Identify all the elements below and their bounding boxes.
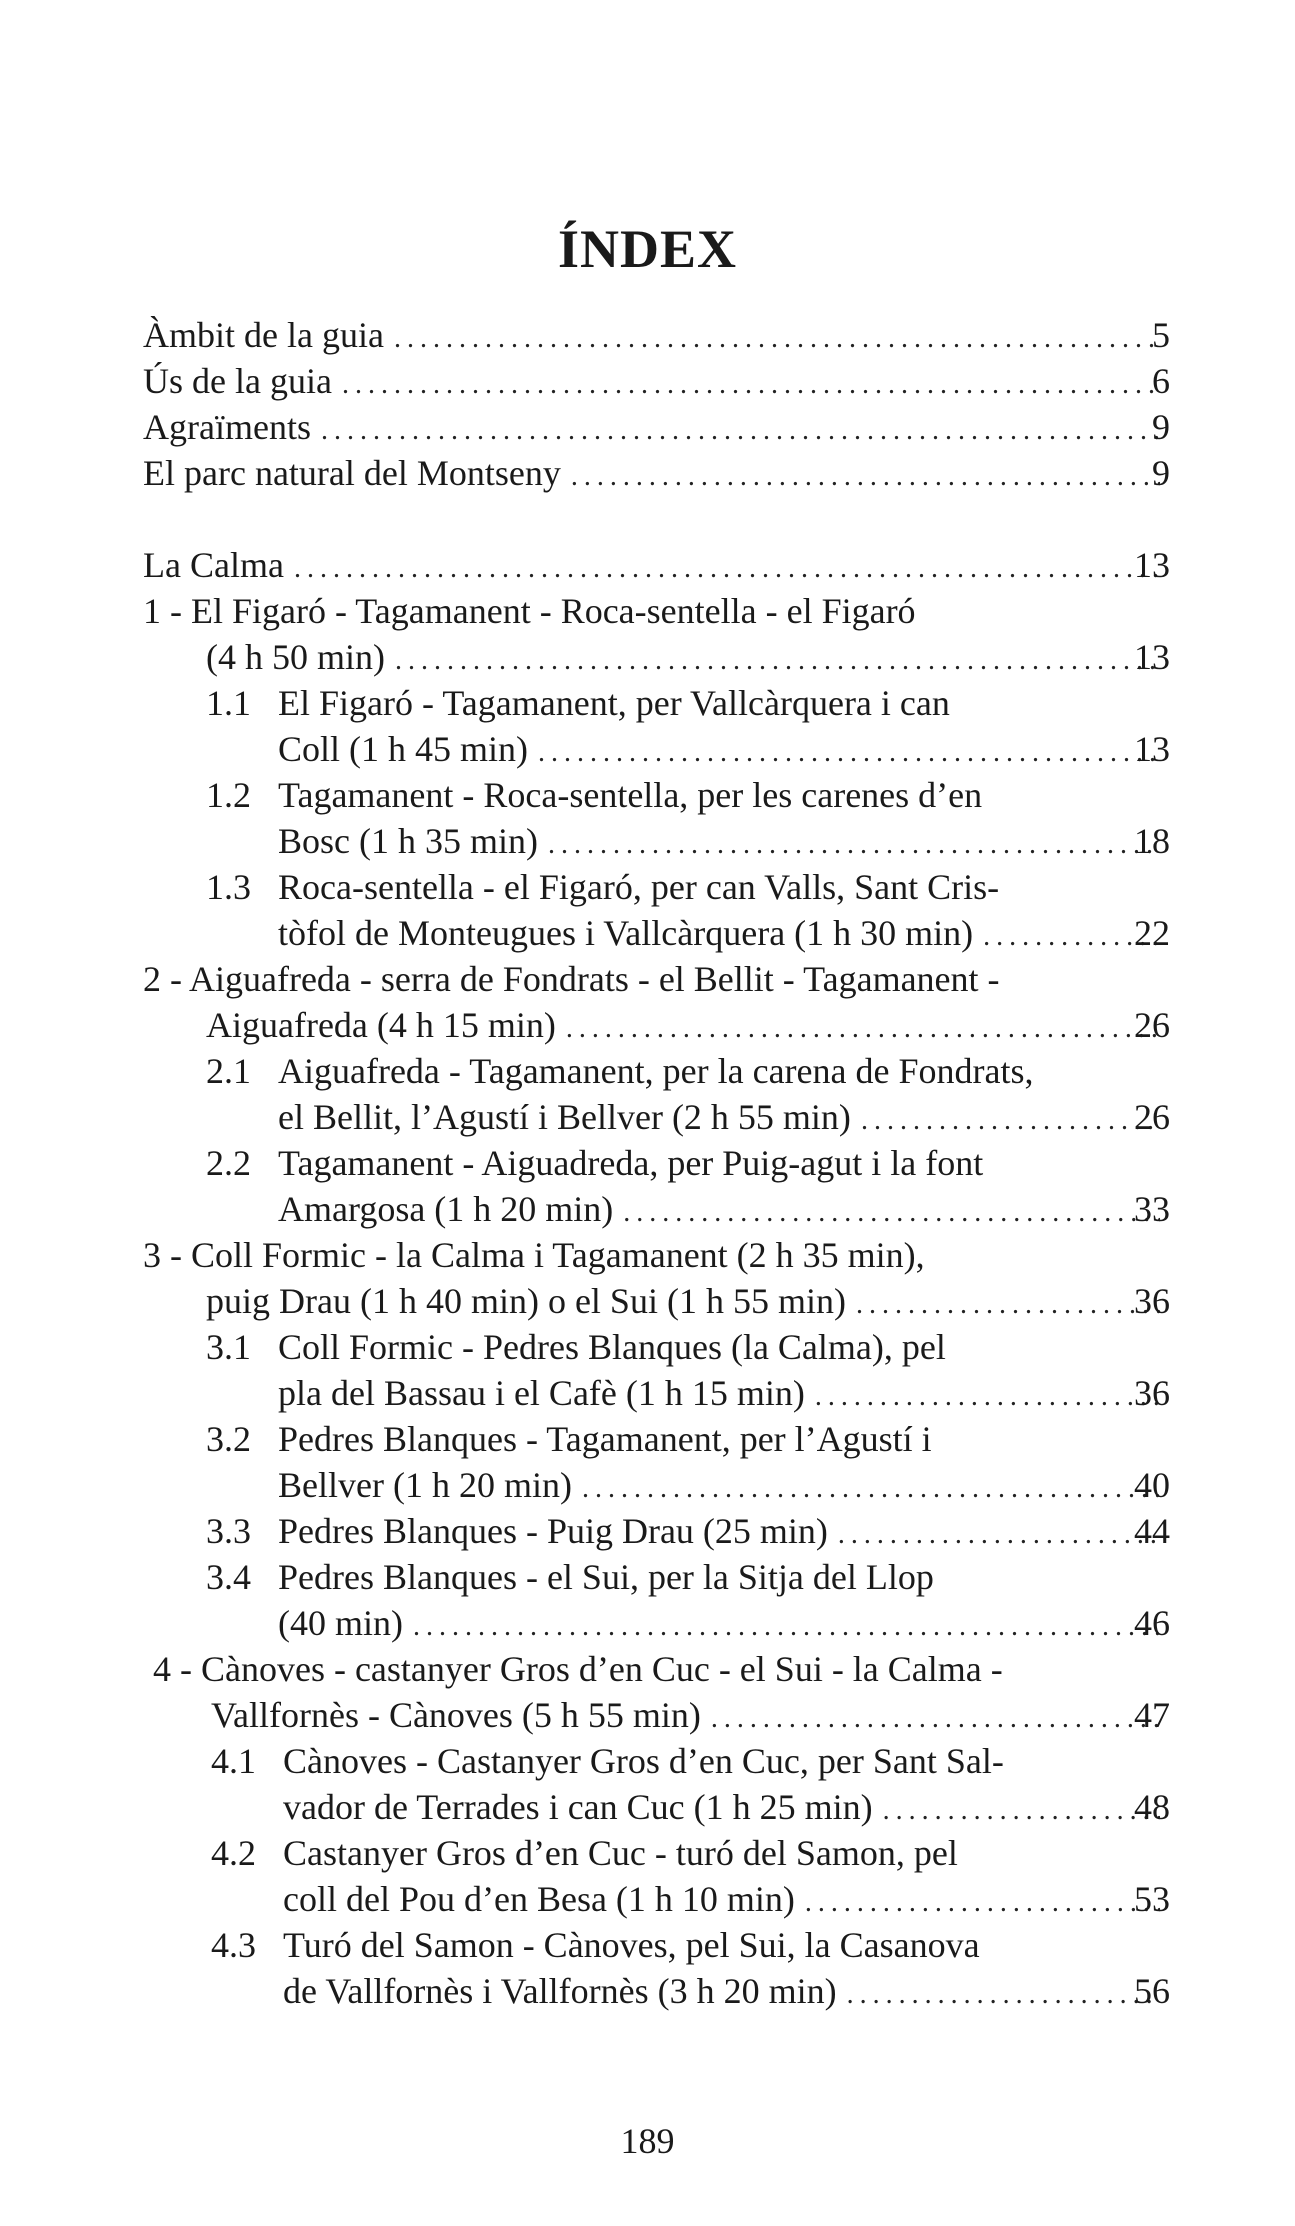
toc-entry-title: Pedres Blanques - Puig Drau (25 min) xyxy=(278,1511,828,1551)
toc-entry-title: pla del Bassau i el Cafè (1 h 15 min) xyxy=(278,1373,805,1413)
toc-subentry-number: 1.3 xyxy=(206,867,251,907)
toc-route-cont xyxy=(143,634,1170,680)
toc-subentry xyxy=(143,1048,1170,1094)
toc-entry-title: de Vallfornès i Vallfornès (3 h 20 min) xyxy=(283,1971,837,2011)
toc-entry-page: 47 xyxy=(1134,1695,1170,1735)
toc-subentry xyxy=(143,1508,1170,1554)
toc-entry-title: Castanyer Gros d’en Cuc - turó del Samon, pel xyxy=(283,1833,958,1873)
toc-subentry-number: 1.1 xyxy=(206,683,251,723)
toc-subentry-cont xyxy=(143,910,1170,956)
toc-entry-title: Vallfornès - Cànoves (5 h 55 min) xyxy=(211,1695,701,1735)
toc-entry-page: 18 xyxy=(1134,821,1170,861)
table-of-contents xyxy=(143,312,1170,2014)
toc-subentry xyxy=(143,680,1170,726)
toc-entry-page: 9 xyxy=(1152,407,1170,447)
toc-entry-title: tòfol de Monteugues i Vallcàrquera (1 h 30 min) xyxy=(278,913,974,953)
toc-subentry-number: 4.1 xyxy=(211,1741,256,1781)
toc-entry-page: 44 xyxy=(1134,1511,1170,1551)
toc-subentry-number: 3.2 xyxy=(206,1419,251,1459)
toc-entry-title: Aiguafreda (4 h 15 min) xyxy=(206,1005,556,1045)
toc-entry-page: 33 xyxy=(1134,1189,1170,1229)
toc-subentry-cont xyxy=(143,1186,1170,1232)
toc-subentry-number: 3.3 xyxy=(206,1511,251,1551)
toc-entry xyxy=(143,358,1170,404)
toc-subentry-cont xyxy=(143,1784,1170,1830)
toc-entry-title: (4 h 50 min) xyxy=(206,637,385,677)
page-title: ÍNDEX xyxy=(557,219,738,279)
toc-subentry-number: 4.2 xyxy=(211,1833,256,1873)
toc-entry-title: coll del Pou d’en Besa (1 h 10 min) xyxy=(283,1879,795,1919)
toc-entry-title: El parc natural del Montseny xyxy=(143,453,561,493)
toc-subentry-cont xyxy=(143,1876,1170,1922)
toc-entry-page: 40 xyxy=(1134,1465,1170,1505)
toc-subentry-cont xyxy=(143,818,1170,864)
toc-entry-title: (40 min) xyxy=(278,1603,403,1643)
toc-entry-title: Aiguafreda - Tagamanent, per la carena de Fondrats, xyxy=(278,1051,1034,1091)
toc-entry-page: 36 xyxy=(1134,1373,1170,1413)
toc-subentry-cont xyxy=(143,1462,1170,1508)
toc-entry-title: Amargosa (1 h 20 min) xyxy=(278,1189,614,1229)
toc-subentry xyxy=(143,1416,1170,1462)
toc-subentry-cont xyxy=(143,1370,1170,1416)
toc-subentry-cont xyxy=(143,1968,1170,2014)
toc-entry-title: Cànoves - Castanyer Gros d’en Cuc, per Sant Sal- xyxy=(283,1741,1004,1781)
page-number: 189 xyxy=(620,2121,675,2161)
toc-subentry xyxy=(143,1830,1170,1876)
toc-route-cont xyxy=(143,1278,1170,1324)
toc-entry xyxy=(143,450,1170,496)
toc-entry-page: 22 xyxy=(1134,913,1170,953)
toc-subentry-number: 3.4 xyxy=(206,1557,251,1597)
toc-route xyxy=(143,1232,1170,1278)
toc-entry-title: Coll Formic - Pedres Blanques (la Calma), pel xyxy=(278,1327,946,1367)
toc-section xyxy=(143,542,1170,588)
toc-subentry-cont xyxy=(143,1094,1170,1140)
toc-entry-page: 13 xyxy=(1134,637,1170,677)
toc-entry xyxy=(143,312,1170,358)
toc-entry-title: vador de Terrades i can Cuc (1 h 25 min) xyxy=(283,1787,873,1827)
toc-entry-title: Tagamanent - Roca-sentella, per les carenes d’en xyxy=(278,775,983,815)
toc-entry-title: el Bellit, l’Agustí i Bellver (2 h 55 min) xyxy=(278,1097,851,1137)
toc-entry xyxy=(143,404,1170,450)
toc-entry-title: Pedres Blanques - Tagamanent, per l’Agustí i xyxy=(278,1419,932,1459)
toc-subentry xyxy=(143,1738,1170,1784)
toc-entry-title: Agraïments xyxy=(143,407,311,447)
toc-subentry xyxy=(143,1324,1170,1370)
toc-entry-title: 2 - Aiguafreda - serra de Fondrats - el Bellit - Tagamanent - xyxy=(143,959,1000,999)
toc-subentry xyxy=(143,1140,1170,1186)
toc-entry-page: 53 xyxy=(1134,1879,1170,1919)
toc-entry-title: 1 - El Figaró - Tagamanent - Roca-sentella - el Figaró xyxy=(143,591,916,631)
toc-entry-page: 36 xyxy=(1134,1281,1170,1321)
toc-entry-title: Roca-sentella - el Figaró, per can Valls, Sant Cris- xyxy=(278,867,1000,907)
toc-subentry-cont xyxy=(143,1600,1170,1646)
toc-subentry xyxy=(143,772,1170,818)
toc-entry-title: 3 - Coll Formic - la Calma i Tagamanent (2 h 35 min), xyxy=(143,1235,925,1275)
toc-subentry-number: 3.1 xyxy=(206,1327,251,1367)
toc-subentry-number: 2.2 xyxy=(206,1143,251,1183)
toc-subentry xyxy=(143,864,1170,910)
toc-entry-page: 26 xyxy=(1134,1005,1170,1045)
toc-route xyxy=(143,1646,1170,1692)
toc-entry-page: 13 xyxy=(1134,545,1170,585)
toc-subentry xyxy=(143,1922,1170,1968)
toc-subentry-number: 2.1 xyxy=(206,1051,251,1091)
toc-entry-title: puig Drau (1 h 40 min) o el Sui (1 h 55 min) xyxy=(206,1281,846,1321)
toc-entry-title: Ús de la guia xyxy=(143,361,332,401)
toc-entry-page: 26 xyxy=(1134,1097,1170,1137)
toc-entry-page: 5 xyxy=(1152,315,1170,355)
toc-entry-title: Bosc (1 h 35 min) xyxy=(278,821,538,861)
toc-subentry-number: 1.2 xyxy=(206,775,251,815)
toc-subentry-number: 4.3 xyxy=(211,1925,256,1965)
toc-subentry-cont xyxy=(143,726,1170,772)
toc-entry-title: El Figaró - Tagamanent, per Vallcàrquera i can xyxy=(278,683,950,723)
toc-route-cont xyxy=(143,1002,1170,1048)
toc-entry-page: 46 xyxy=(1134,1603,1170,1643)
toc-entry-page: 13 xyxy=(1134,729,1170,769)
toc-entry-title: Pedres Blanques - el Sui, per la Sitja del Llop xyxy=(278,1557,934,1597)
toc-subentry xyxy=(143,1554,1170,1600)
toc-route xyxy=(143,588,1170,634)
toc-entry-title: Turó del Samon - Cànoves, pel Sui, la Casanova xyxy=(283,1925,980,1965)
toc-entry-page: 56 xyxy=(1134,1971,1170,2011)
toc-route xyxy=(143,956,1170,1002)
toc-entry-title: Coll (1 h 45 min) xyxy=(278,729,528,769)
toc-entry-title: Tagamanent - Aiguadreda, per Puig-agut i la font xyxy=(278,1143,984,1183)
toc-entry-title: Bellver (1 h 20 min) xyxy=(278,1465,572,1505)
toc-entry-title: 4 - Cànoves - castanyer Gros d’en Cuc - el Sui - la Calma - xyxy=(153,1649,1003,1689)
toc-route-cont xyxy=(143,1692,1170,1738)
toc-entry-page: 9 xyxy=(1152,453,1170,493)
toc-entry-title: La Calma xyxy=(143,545,284,585)
toc-entry-page: 48 xyxy=(1134,1787,1170,1827)
toc-entry-title: Àmbit de la guia xyxy=(143,315,384,355)
toc-entry-page: 6 xyxy=(1152,361,1170,401)
